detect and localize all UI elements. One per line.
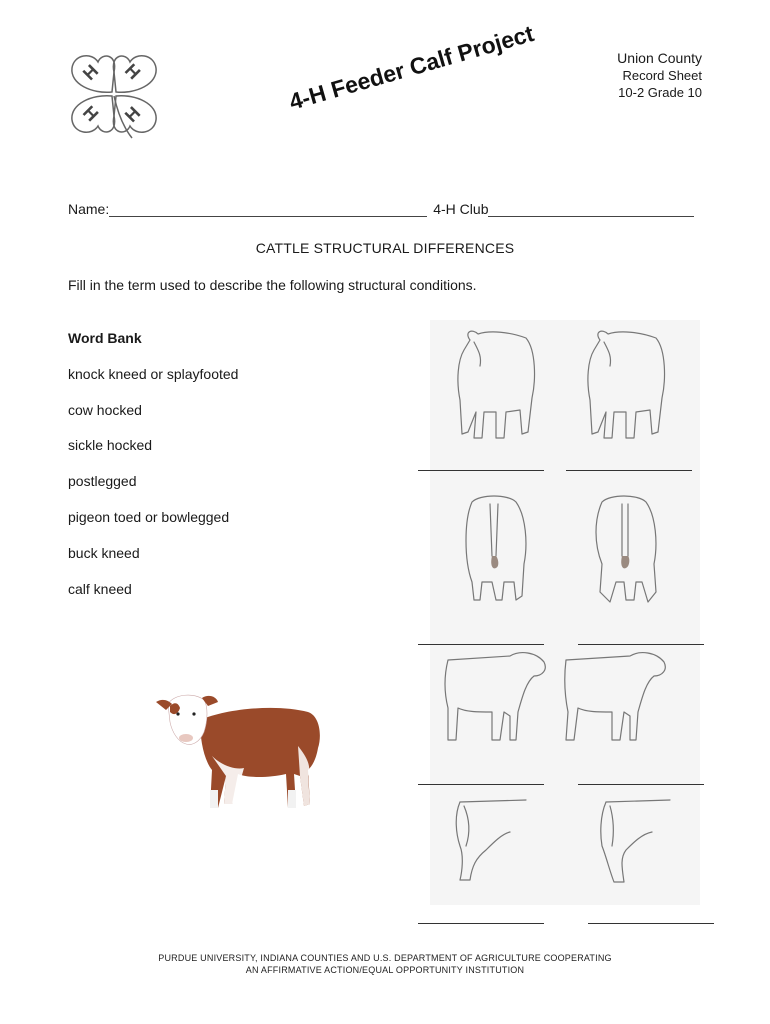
- word-bank-item: cow hocked: [68, 402, 142, 418]
- name-club-row: [68, 201, 694, 217]
- page-heading: CATTLE STRUCTURAL DIFFERENCES: [255, 240, 515, 256]
- front-view-diagram-left: [458, 331, 535, 438]
- county-label: Union County: [617, 50, 702, 66]
- answer-line-3[interactable]: [418, 644, 544, 645]
- club-field[interactable]: [488, 202, 694, 217]
- side-view-diagram-right: [565, 653, 666, 740]
- footer-line-1: PURDUE UNIVERSITY, INDIANA COUNTIES AND U.S. DEPARTMENT OF AGRICULTURE COOPERATING: [158, 953, 612, 963]
- instructions: Fill in the term used to describe the following structural conditions.: [68, 277, 477, 293]
- footer: [0, 952, 770, 975]
- answer-line-4[interactable]: [578, 644, 704, 645]
- answer-line-8[interactable]: [588, 923, 714, 924]
- name-field[interactable]: [109, 202, 427, 217]
- name-label: Name:: [68, 201, 110, 217]
- word-bank-title: Word Bank: [68, 330, 142, 346]
- rear-view-diagram-right: [596, 496, 656, 602]
- four-h-clover-logo: [62, 44, 166, 144]
- header-info: [617, 50, 702, 101]
- svg-text:4-H Feeder Calf Project: 4-H Feeder Calf Project: [286, 20, 537, 115]
- record-sheet-label: Record Sheet: [622, 68, 702, 83]
- club-label: 4-H Club: [433, 201, 489, 217]
- clover-letter: H: [78, 101, 103, 126]
- hereford-calf-image: [148, 686, 328, 836]
- answer-line-6[interactable]: [578, 784, 704, 785]
- project-title: [282, 20, 537, 120]
- word-bank-item: pigeon toed or bowlegged: [68, 509, 230, 525]
- footer-line-2: AN AFFIRMATIVE ACTION/EQUAL OPPORTUNITY INSTITUTION: [245, 965, 525, 975]
- clover-letter: H: [120, 59, 145, 84]
- word-bank-item: postlegged: [68, 473, 137, 489]
- hind-leg-diagram-right: [601, 800, 670, 882]
- word-bank-item: sickle hocked: [68, 437, 153, 453]
- front-view-diagram-right: [588, 331, 665, 438]
- word-bank-item: calf kneed: [68, 581, 132, 597]
- leg-structure-diagrams: [430, 320, 700, 905]
- answer-line-7[interactable]: [418, 923, 544, 924]
- side-view-diagram-left: [445, 653, 545, 740]
- clover-letter: H: [78, 60, 103, 85]
- answer-line-1[interactable]: [418, 470, 544, 471]
- grade-label: 10-2 Grade 10: [618, 85, 702, 100]
- clover-letter: H: [120, 102, 145, 127]
- answer-line-5[interactable]: [418, 784, 544, 785]
- word-bank-item: knock kneed or splayfooted: [68, 366, 239, 382]
- hind-leg-diagram-left: [456, 800, 526, 880]
- word-bank-item: buck kneed: [68, 545, 140, 561]
- rear-view-diagram-left: [466, 496, 526, 600]
- answer-line-2[interactable]: [566, 470, 692, 471]
